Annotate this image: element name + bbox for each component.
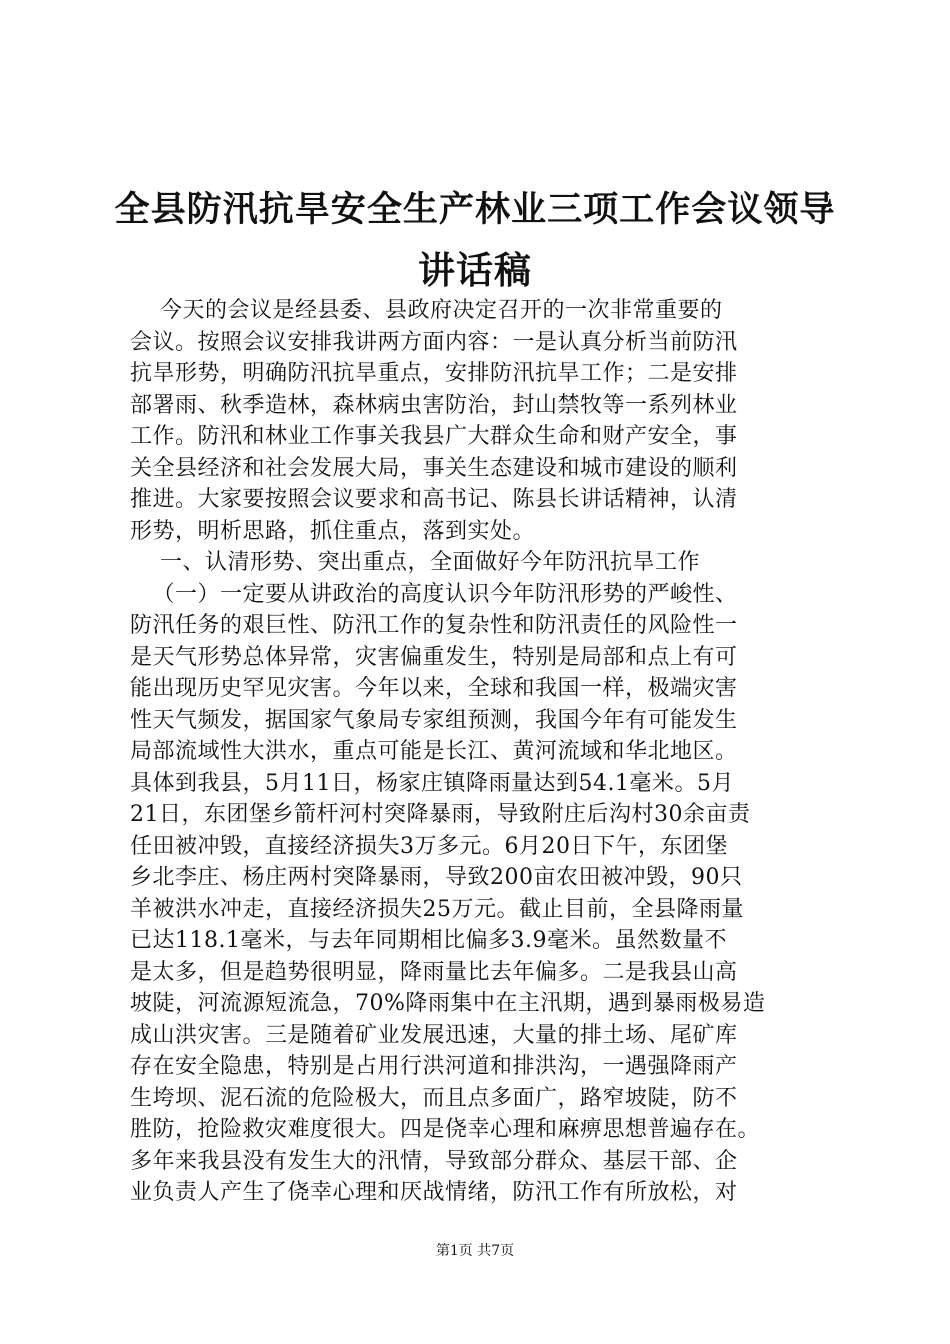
body-line: 能出现历史罕见灾害。今年以来，全球和我国一样，极端灾害	[130, 676, 738, 701]
page-number-footer: 第1页 共7页	[435, 1243, 515, 1259]
document-title-line-1: 全县防汛抗旱安全生产林业三项工作会议领导	[114, 189, 836, 230]
body-line: 已达118.1毫米，与去年同期相比偏多3.9毫米。虽然数量不	[130, 928, 727, 953]
body-line: 乡北李庄、杨庄两村突降暴雨，导致200亩农田被冲毁，90只	[130, 865, 743, 890]
body-line: 生垮坝、泥石流的危险极大，而且点多面广，路窄坡陡，防不	[130, 1085, 738, 1111]
body-line: 部署雨、秋季造林，森林病虫害防治，封山禁牧等一系列林业	[130, 392, 738, 418]
body-line: 21日，东团堡乡箭杆河村突降暴雨，导致附庄后沟村30余亩责	[130, 802, 751, 827]
body-line: 存在安全隐患，特别是占用行洪河道和排洪沟，一遇强降雨产	[130, 1054, 738, 1079]
body-line: 成山洪灾害。三是随着矿业发展迅速，大量的排土场、尾矿库	[130, 1022, 738, 1048]
body-line: 会议。按照会议安排我讲两方面内容：一是认真分析当前防汛	[130, 329, 738, 355]
body-line: 业负责人产生了侥幸心理和厌战情绪，防汛工作有所放松，对	[130, 1180, 738, 1205]
body-line: 局部流域性大洪水，重点可能是长江、黄河流域和华北地区。	[130, 739, 738, 764]
document-title-line-2: 讲话稿	[418, 249, 532, 292]
body-line: 任田被冲毁，直接经济损失3万多元。6月20日下午，东团堡	[130, 833, 728, 859]
body-line: 防汛任务的艰巨性、防汛工作的复杂性和防汛责任的风险性一	[130, 613, 738, 638]
body-line: 具体到我县，5月11日，杨家庄镇降雨量达到54.1毫米。5月	[130, 770, 734, 796]
body-line: 一、认清形势、突出重点，全面做好今年防汛抗旱工作	[130, 550, 700, 575]
body-line: 是天气形势总体异常，灾害偏重发生，特别是局部和点上有可	[130, 644, 738, 670]
body-line: 关全县经济和社会发展大局，事关生态建设和城市建设的顺利	[130, 455, 738, 481]
body-line: 胜防，抢险救灾难度很大。四是侥幸心理和麻痹思想普遍存在。	[130, 1117, 761, 1142]
body-line: （一）一定要从讲政治的高度认识今年防汛形势的严峻性、	[130, 581, 738, 607]
body-line: 羊被洪水冲走，直接经济损失25万元。截止目前，全县降雨量	[130, 896, 744, 922]
body-line: 工作。防汛和林业工作事关我县广大群众生命和财产安全，事	[130, 424, 738, 449]
body-line: 抗旱形势，明确防汛抗旱重点，安排防汛抗旱工作；二是安排	[130, 361, 738, 386]
body-line: 多年来我县没有发生大的汛情，导致部分群众、基层干部、企	[130, 1148, 738, 1174]
body-line: 坡陡，河流源短流急，70%降雨集中在主汛期，遇到暴雨极易造	[130, 991, 766, 1016]
body-line: 性天气频发，据国家气象局专家组预测，我国今年有可能发生	[130, 707, 738, 733]
body-line: 是太多，但是趋势很明显，降雨量比去年偏多。二是我县山高	[130, 959, 738, 985]
body-line: 今天的会议是经县委、县政府决定召开的一次非常重要的	[130, 298, 723, 323]
body-line: 推进。大家要按照会议要求和高书记、陈县长讲话精神，认清	[130, 487, 738, 512]
body-line: 形势，明析思路，抓住重点，落到实处。	[130, 518, 536, 544]
